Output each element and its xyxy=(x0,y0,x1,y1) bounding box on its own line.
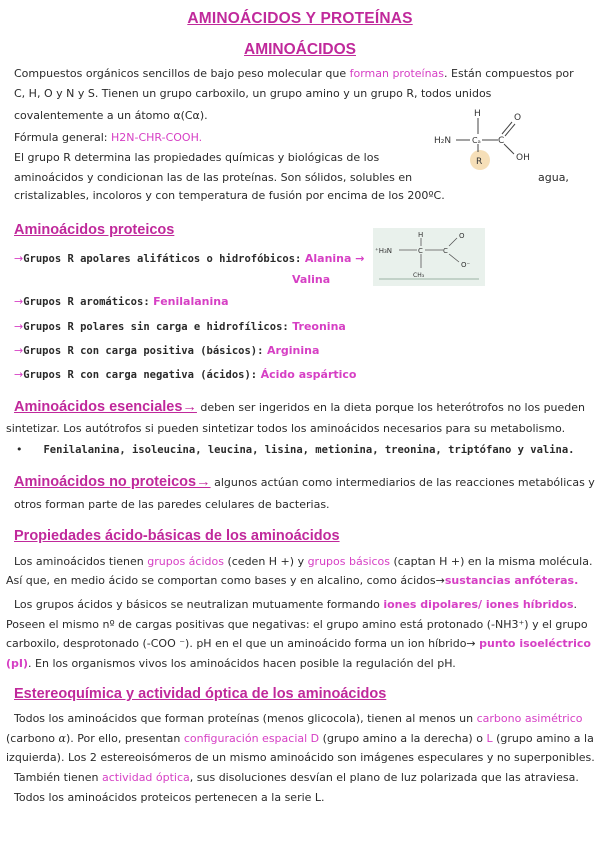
noproteicos-line-1: Aminoácidos no proteicos→ algunos actúan como intermediarios de las reacciones metabólicas y xyxy=(14,474,595,490)
heading-estereoquimica: Estereoquímica y actividad óptica de los aminoácidos xyxy=(14,686,387,702)
acidobasicas-line-3: Los grupos ácidos y básicos se neutralizan mutuamente formando iones dipolares/ iones híbridos. xyxy=(14,598,578,611)
group-row-negativa: →Grupos R con carga negativa (ácidos): Ácido aspártico xyxy=(14,368,357,381)
structure-oh: OH xyxy=(516,153,530,163)
structure-h: H xyxy=(474,109,481,119)
acidobasicas-line-6: (pI). En los organismos vivos los aminoácidos hacen posible la regulación del pH. xyxy=(6,657,456,670)
intro-line-6: aminoácidos y condicionan las de las proteínas. Son sólidos, solubles en xyxy=(14,171,413,184)
acidobasicas-line-2: Así que, en medio ácido se comportan como bases y en alcalino, como ácidos→sustancias anfóteras. xyxy=(6,574,579,587)
structure-c: C xyxy=(498,136,505,146)
esenciales-list: • Fenilalanina, isoleucina, leucina, lisina, metionina, treonina, triptófano y valina. xyxy=(16,443,575,456)
intro-line-7: cristalizables, incoloros y con temperatura de fusión por encima de los 200ºC. xyxy=(14,189,445,202)
intro-line-2: C, H, O y N y S. Tienen un grupo carboxilo, un grupo amino y un grupo R, todos unidos xyxy=(14,87,492,100)
intro-line-3: covalentemente a un átomo α(Cα). xyxy=(14,109,208,122)
estereo-line-5: Todos los aminoácidos proteicos pertenecen a la serie L. xyxy=(14,791,325,804)
structure-h2n: H₂N xyxy=(434,136,452,146)
alanine-c1: C xyxy=(418,247,423,255)
acidobasicas-line-4: Poseen el mismo nº de cargas positivas que negativas: el grupo amino está protonado (-NH3⁺) y el grupo xyxy=(6,618,588,631)
estereo-line-3: izquierda). Los 2 estereoisómeros de un mismo aminoácido son imágenes especulares y no superponibles. xyxy=(6,751,595,764)
acidobasicas-line-5: carboxilo, desprotonado (-COO ⁻). pH en el que un aminoácido forma un ion híbrido→ punto isoeléctrico xyxy=(6,637,591,650)
heading-aminoacidos-no-proteicos: Aminoácidos no proteicos→ xyxy=(14,474,211,490)
bullet: • xyxy=(16,443,23,456)
acidobasicas-line-1: Los aminoácidos tienen grupos ácidos (ceden H +) y grupos básicos (captan H +) en la misma molécula. xyxy=(14,555,593,568)
group-row-aromaticos: →Grupos R aromáticos: Fenilalanina xyxy=(14,295,229,308)
intro-line-4: Fórmula general: H2N-CHR-COOH. xyxy=(14,131,203,144)
section-title-aminoacidos: AMINOÁCIDOS xyxy=(244,41,356,58)
intro-line-5: El grupo R determina las propiedades químicas y biológicas de los xyxy=(14,151,380,164)
heading-aminoacidos-proteicos: Aminoácidos proteicos xyxy=(14,222,175,238)
estereo-line-4: También tienen actividad óptica, sus disoluciones desvían el plano de luz polarizada que las atraviesa. xyxy=(14,771,579,784)
group-row-positiva: →Grupos R con carga positiva (básicos): Arginina xyxy=(14,344,320,357)
intro-line-1: Compuestos orgánicos sencillos de bajo peso molecular que forman proteínas. Están compuestos por xyxy=(14,67,574,80)
alanine-ch3: CH₃ xyxy=(413,272,425,279)
alanine-o2: O⁻ xyxy=(461,261,471,269)
esenciales-line-1: Aminoácidos esenciales→ deben ser ingeridos en la dieta porque los heterótrofos no los pueden xyxy=(14,399,586,415)
heading-aminoacidos-esenciales: Aminoácidos esenciales→ xyxy=(14,399,197,415)
noproteicos-line-2: otros forman parte de las paredes celulares de bacterias. xyxy=(14,498,330,511)
alanine-h3n: ⁺H₃N xyxy=(375,247,393,255)
alanine-structure-image xyxy=(373,228,485,286)
group-row-polares: →Grupos R polares sin carga e hidrofílicos: Treonina xyxy=(14,320,346,333)
structure-ca: Cₐ xyxy=(472,136,481,145)
alanine-o1: O xyxy=(459,232,465,240)
structure-o: O xyxy=(514,113,522,123)
estereo-line-2: (carbono α). Por ello, presentan configuración espacial D (grupo amino a la derecha) o L (grupo amino a la xyxy=(6,732,594,745)
estereo-line-1: Todos los aminoácidos que forman proteínas (menos glicocola), tienen al menos un carbono asimétrico xyxy=(14,712,583,725)
heading-propiedades-acido-basicas: Propiedades ácido-básicas de los aminoácidos xyxy=(14,528,340,544)
esenciales-line-2: sintetizar. Los autótrofos si pueden sintetizar todos los aminoácidos necesarios para su metabolismo. xyxy=(6,422,566,435)
alanine-h: H xyxy=(418,231,424,239)
group-row-apolares: →Grupos R apolares alifáticos o hidrofóbicos: Alanina → xyxy=(14,252,365,265)
page-title: AMINOÁCIDOS Y PROTEÍNAS xyxy=(187,10,413,27)
amino-acid-structure-diagram xyxy=(432,106,550,174)
structure-r: R xyxy=(476,157,483,167)
alanine-c2: C xyxy=(443,247,448,255)
group-row-valina: Valina xyxy=(292,273,331,286)
intro-line-6-end: agua, xyxy=(538,171,569,184)
